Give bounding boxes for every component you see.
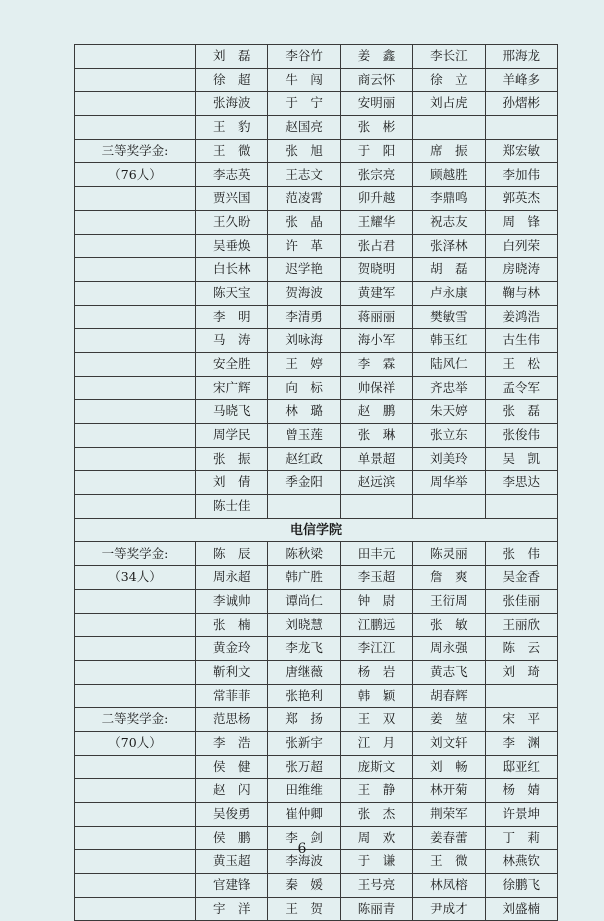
- award-category-cell: （76人）: [75, 163, 196, 187]
- name-cell: 陈丽青: [340, 897, 412, 921]
- name-cell: 姜鸿浩: [485, 305, 557, 329]
- name-cell: 靳利文: [196, 660, 268, 684]
- award-category-cell: [75, 755, 196, 779]
- name-cell: 杨 岩: [340, 660, 412, 684]
- name-cell: 丁 莉: [485, 826, 557, 850]
- award-category-cell: [75, 471, 196, 495]
- name-cell: 马 涛: [196, 329, 268, 353]
- award-category-cell: [75, 613, 196, 637]
- name-cell: 韩 颖: [340, 684, 412, 708]
- name-cell: 朱天婷: [413, 400, 485, 424]
- name-cell: 崔仲卿: [268, 803, 340, 827]
- name-cell: [413, 116, 485, 140]
- award-category-cell: [75, 400, 196, 424]
- name-cell: 祝志友: [413, 210, 485, 234]
- award-category-cell: [75, 779, 196, 803]
- award-category-cell: [75, 589, 196, 613]
- name-cell: 荆荣军: [413, 803, 485, 827]
- name-cell: 黄建军: [340, 281, 412, 305]
- award-category-cell: [75, 116, 196, 140]
- table-row: [75, 305, 558, 329]
- name-cell: 钟 尉: [340, 589, 412, 613]
- name-cell: 李诚帅: [196, 589, 268, 613]
- name-cell: 姜春蕾: [413, 826, 485, 850]
- table-row: [75, 116, 558, 140]
- table-row: [75, 424, 558, 448]
- name-cell: 张 振: [196, 447, 268, 471]
- name-cell: 李 渊: [485, 731, 557, 755]
- table-row: [75, 684, 558, 708]
- name-cell: 王号亮: [340, 874, 412, 898]
- name-cell: 徐 超: [196, 68, 268, 92]
- name-cell: 于 阳: [340, 139, 412, 163]
- award-category-cell: [75, 68, 196, 92]
- name-cell: 李江江: [340, 637, 412, 661]
- name-cell: 刘占虎: [413, 92, 485, 116]
- table-row: [75, 779, 558, 803]
- name-cell: 官建锋: [196, 874, 268, 898]
- name-cell: 徐鹏飞: [485, 874, 557, 898]
- table-row: [75, 139, 558, 163]
- name-cell: 樊敏雪: [413, 305, 485, 329]
- name-cell: 齐忠举: [413, 376, 485, 400]
- name-cell: 白列荣: [485, 234, 557, 258]
- award-category-cell: [75, 874, 196, 898]
- name-cell: 孙熠彬: [485, 92, 557, 116]
- name-cell: 张泽林: [413, 234, 485, 258]
- table-row: [75, 92, 558, 116]
- name-cell: 于 谦: [340, 850, 412, 874]
- name-cell: 安明丽: [340, 92, 412, 116]
- name-cell: 胡 磊: [413, 258, 485, 282]
- name-cell: 李加伟: [485, 163, 557, 187]
- name-cell: 林凤榕: [413, 874, 485, 898]
- name-cell: 刘 倩: [196, 471, 268, 495]
- name-cell: 江 月: [340, 731, 412, 755]
- name-cell: 陈秋梁: [268, 542, 340, 566]
- name-cell: 姜 鑫: [340, 45, 412, 69]
- table-row: [75, 187, 558, 211]
- table-row: [75, 803, 558, 827]
- name-cell: 杨 婧: [485, 779, 557, 803]
- name-cell: 顾越胜: [413, 163, 485, 187]
- award-category-cell: [75, 684, 196, 708]
- award-category-cell: [75, 92, 196, 116]
- name-cell: 王 贺: [268, 897, 340, 921]
- name-cell: 张立东: [413, 424, 485, 448]
- name-cell: 范凌霄: [268, 187, 340, 211]
- name-cell: 陈 辰: [196, 542, 268, 566]
- name-cell: 刘咏海: [268, 329, 340, 353]
- award-category-cell: [75, 305, 196, 329]
- name-cell: 房晓涛: [485, 258, 557, 282]
- name-cell: 贺海波: [268, 281, 340, 305]
- name-cell: 詹 爽: [413, 566, 485, 590]
- table-row: [75, 234, 558, 258]
- name-cell: 李志英: [196, 163, 268, 187]
- name-cell: 郑宏敏: [485, 139, 557, 163]
- table-row: [75, 495, 558, 519]
- name-cell: 陈士佳: [196, 495, 268, 519]
- name-cell: 席 振: [413, 139, 485, 163]
- name-cell: 郭英杰: [485, 187, 557, 211]
- name-cell: [485, 116, 557, 140]
- name-cell: 王 微: [413, 850, 485, 874]
- name-cell: 季金阳: [268, 471, 340, 495]
- table-row: [75, 352, 558, 376]
- name-cell: 郑 扬: [268, 708, 340, 732]
- name-cell: 宋广辉: [196, 376, 268, 400]
- table-row: [75, 637, 558, 661]
- name-cell: 王 婷: [268, 352, 340, 376]
- award-category-cell: [75, 329, 196, 353]
- name-cell: 黄志飞: [413, 660, 485, 684]
- name-cell: 孟令军: [485, 376, 557, 400]
- name-cell: 张 彬: [340, 116, 412, 140]
- name-cell: 李思达: [485, 471, 557, 495]
- name-cell: 牛 闯: [268, 68, 340, 92]
- award-category-cell: [75, 45, 196, 69]
- award-category-cell: [75, 376, 196, 400]
- name-cell: 刘 琦: [485, 660, 557, 684]
- name-cell: 黄金玲: [196, 637, 268, 661]
- name-cell: 陈天宝: [196, 281, 268, 305]
- name-cell: 曾玉莲: [268, 424, 340, 448]
- name-cell: 周 欢: [340, 826, 412, 850]
- table-row: [75, 329, 558, 353]
- name-cell: 赵 闪: [196, 779, 268, 803]
- name-cell: 李 明: [196, 305, 268, 329]
- name-cell: 海小军: [340, 329, 412, 353]
- table-row: [75, 566, 558, 590]
- name-cell: 江鹏远: [340, 613, 412, 637]
- table-row: [75, 874, 558, 898]
- name-cell: 迟学艳: [268, 258, 340, 282]
- award-category-cell: [75, 495, 196, 519]
- name-cell: 安全胜: [196, 352, 268, 376]
- name-cell: 王 静: [340, 779, 412, 803]
- table-row: [75, 447, 558, 471]
- award-category-cell: [75, 424, 196, 448]
- award-category-cell: （34人）: [75, 566, 196, 590]
- name-cell: 李长江: [413, 45, 485, 69]
- name-cell: [485, 495, 557, 519]
- table-row: [75, 68, 558, 92]
- name-cell: 王丽欣: [485, 613, 557, 637]
- name-cell: 林燕钦: [485, 850, 557, 874]
- table-row: [75, 731, 558, 755]
- award-category-cell: [75, 897, 196, 921]
- name-cell: 周华举: [413, 471, 485, 495]
- name-cell: [485, 684, 557, 708]
- name-cell: 黄玉超: [196, 850, 268, 874]
- name-cell: 周 锋: [485, 210, 557, 234]
- name-cell: 张占君: [340, 234, 412, 258]
- name-cell: 韩玉红: [413, 329, 485, 353]
- award-category-cell: [75, 210, 196, 234]
- table-row: [75, 660, 558, 684]
- name-cell: 赵红政: [268, 447, 340, 471]
- name-cell: 徐 立: [413, 68, 485, 92]
- name-cell: 常菲菲: [196, 684, 268, 708]
- table-row: [75, 400, 558, 424]
- name-cell: 谭尚仁: [268, 589, 340, 613]
- award-category-cell: [75, 660, 196, 684]
- name-cell: 王耀华: [340, 210, 412, 234]
- award-category-cell: [75, 637, 196, 661]
- name-cell: 张 琳: [340, 424, 412, 448]
- name-cell: 张宗亮: [340, 163, 412, 187]
- name-cell: 刘晓慧: [268, 613, 340, 637]
- name-cell: 李玉超: [340, 566, 412, 590]
- table-row: [75, 897, 558, 921]
- table-row: [75, 613, 558, 637]
- name-cell: 张万超: [268, 755, 340, 779]
- name-cell: 李海波: [268, 850, 340, 874]
- award-category-cell: [75, 234, 196, 258]
- scholarship-table-body: [75, 45, 558, 921]
- name-cell: 王 松: [485, 352, 557, 376]
- name-cell: 张 楠: [196, 613, 268, 637]
- name-cell: [413, 495, 485, 519]
- name-cell: 许景坤: [485, 803, 557, 827]
- name-cell: 侯 健: [196, 755, 268, 779]
- section-title: 电信学院: [75, 518, 558, 542]
- name-cell: 于 宁: [268, 92, 340, 116]
- name-cell: 周永超: [196, 566, 268, 590]
- name-cell: 陈灵丽: [413, 542, 485, 566]
- award-category-cell: 一等奖学金:: [75, 542, 196, 566]
- name-cell: [268, 495, 340, 519]
- name-cell: 王 双: [340, 708, 412, 732]
- name-cell: 王久盼: [196, 210, 268, 234]
- table-row: [75, 376, 558, 400]
- award-category-cell: 二等奖学金:: [75, 708, 196, 732]
- name-cell: 单景超: [340, 447, 412, 471]
- name-cell: 赵 鹏: [340, 400, 412, 424]
- name-cell: 商云怀: [340, 68, 412, 92]
- table-row: [75, 708, 558, 732]
- name-cell: 张 旭: [268, 139, 340, 163]
- name-cell: 帅保祥: [340, 376, 412, 400]
- name-cell: 韩广胜: [268, 566, 340, 590]
- name-cell: 羊峰多: [485, 68, 557, 92]
- table-row: [75, 281, 558, 305]
- table-row: [75, 163, 558, 187]
- name-cell: 邸亚红: [485, 755, 557, 779]
- table-row: [75, 258, 558, 282]
- name-cell: 古生伟: [485, 329, 557, 353]
- name-cell: 赵国亮: [268, 116, 340, 140]
- name-cell: 张海波: [196, 92, 268, 116]
- name-cell: 李鼎鸣: [413, 187, 485, 211]
- name-cell: 张 磊: [485, 400, 557, 424]
- name-cell: 卯升越: [340, 187, 412, 211]
- name-cell: 李谷竹: [268, 45, 340, 69]
- name-cell: 刘美玲: [413, 447, 485, 471]
- award-category-cell: [75, 281, 196, 305]
- name-cell: 赵远滨: [340, 471, 412, 495]
- table-row: [75, 589, 558, 613]
- table-row: [75, 471, 558, 495]
- name-cell: 刘 磊: [196, 45, 268, 69]
- table-row: [75, 45, 558, 69]
- name-cell: 陆风仁: [413, 352, 485, 376]
- name-cell: 林 璐: [268, 400, 340, 424]
- name-cell: 林开菊: [413, 779, 485, 803]
- name-cell: 李 浩: [196, 731, 268, 755]
- name-cell: 侯 鹏: [196, 826, 268, 850]
- name-cell: 李 剑: [268, 826, 340, 850]
- name-cell: 宋 平: [485, 708, 557, 732]
- table-row: [75, 210, 558, 234]
- award-category-cell: [75, 258, 196, 282]
- name-cell: 蒋丽丽: [340, 305, 412, 329]
- name-cell: 范思杨: [196, 708, 268, 732]
- name-cell: 许 革: [268, 234, 340, 258]
- name-cell: 陈 云: [485, 637, 557, 661]
- award-category-cell: [75, 803, 196, 827]
- name-cell: 邢海龙: [485, 45, 557, 69]
- name-cell: 田丰元: [340, 542, 412, 566]
- name-cell: 李清勇: [268, 305, 340, 329]
- name-cell: 张 伟: [485, 542, 557, 566]
- name-cell: 王 豹: [196, 116, 268, 140]
- name-cell: 李 霖: [340, 352, 412, 376]
- name-cell: 胡春辉: [413, 684, 485, 708]
- section-header-row: [75, 518, 558, 542]
- name-cell: 吴俊勇: [196, 803, 268, 827]
- name-cell: 贺晓明: [340, 258, 412, 282]
- name-cell: 张 杰: [340, 803, 412, 827]
- award-category-cell: [75, 447, 196, 471]
- table-row: [75, 755, 558, 779]
- name-cell: 刘 畅: [413, 755, 485, 779]
- name-cell: 鞠与林: [485, 281, 557, 305]
- name-cell: [340, 495, 412, 519]
- name-cell: 尹成才: [413, 897, 485, 921]
- name-cell: 王 微: [196, 139, 268, 163]
- name-cell: 李龙飞: [268, 637, 340, 661]
- page-number: 6: [297, 841, 307, 857]
- scholarship-table: [74, 44, 558, 921]
- name-cell: 马晓飞: [196, 400, 268, 424]
- name-cell: 秦 媛: [268, 874, 340, 898]
- name-cell: 刘文轩: [413, 731, 485, 755]
- award-category-cell: [75, 187, 196, 211]
- name-cell: 田维维: [268, 779, 340, 803]
- name-cell: 白长林: [196, 258, 268, 282]
- award-category-cell: （70人）: [75, 731, 196, 755]
- name-cell: 唐继薇: [268, 660, 340, 684]
- name-cell: 贾兴国: [196, 187, 268, 211]
- name-cell: 张新宇: [268, 731, 340, 755]
- name-cell: 向 标: [268, 376, 340, 400]
- name-cell: 张 敏: [413, 613, 485, 637]
- award-category-cell: [75, 352, 196, 376]
- name-cell: 刘盛楠: [485, 897, 557, 921]
- award-category-cell: 三等奖学金:: [75, 139, 196, 163]
- name-cell: 周学民: [196, 424, 268, 448]
- name-cell: 周永强: [413, 637, 485, 661]
- name-cell: 张俊伟: [485, 424, 557, 448]
- name-cell: 张佳丽: [485, 589, 557, 613]
- name-cell: 庞斯文: [340, 755, 412, 779]
- name-cell: 吴 凯: [485, 447, 557, 471]
- name-cell: 张 晶: [268, 210, 340, 234]
- name-cell: 王志文: [268, 163, 340, 187]
- name-cell: 王衍周: [413, 589, 485, 613]
- table-row: [75, 542, 558, 566]
- name-cell: 张艳利: [268, 684, 340, 708]
- name-cell: 卢永康: [413, 281, 485, 305]
- name-cell: 吴垂焕: [196, 234, 268, 258]
- name-cell: 姜 堃: [413, 708, 485, 732]
- name-cell: 宇 洋: [196, 897, 268, 921]
- name-cell: 吴金香: [485, 566, 557, 590]
